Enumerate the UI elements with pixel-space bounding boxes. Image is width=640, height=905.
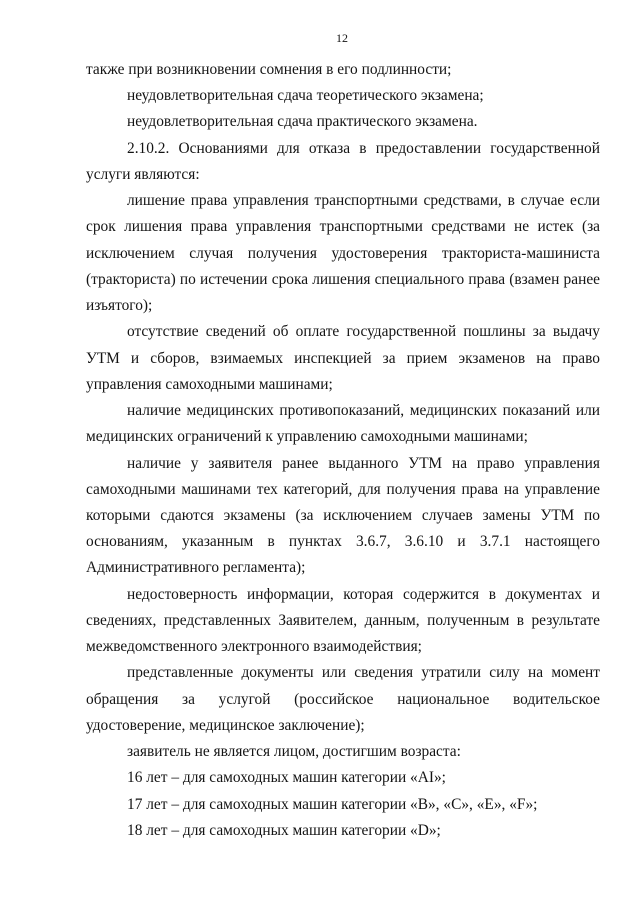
text-line: 18 лет – для самоходных машин категории «D»; bbox=[127, 821, 441, 839]
text-line: заявитель не является лицом, достигшим возраста: bbox=[127, 743, 461, 761]
paragraph bbox=[86, 136, 600, 188]
document-body bbox=[86, 57, 600, 844]
paragraph bbox=[86, 739, 600, 765]
text-line: наличие у заявителя ранее выданного УТМ на право управления bbox=[127, 454, 600, 472]
text-line: управления самоходными машинами; bbox=[86, 375, 333, 393]
text-line: сведениях, представленных Заявителем, данным, полученным в результате bbox=[86, 611, 600, 629]
text-line: представленные документы или сведения утратили силу на момент bbox=[127, 664, 600, 682]
text-line: 16 лет – для самоходных машин категории «AI»; bbox=[127, 769, 446, 787]
paragraph bbox=[86, 83, 600, 109]
text-line: срок лишения права управления транспортными средствами не истек (за bbox=[86, 218, 600, 236]
text-line: Административного регламента); bbox=[86, 559, 306, 577]
paragraph bbox=[86, 398, 600, 450]
text-line: 17 лет – для самоходных машин категории «B», «C», «E», «F»; bbox=[127, 795, 538, 813]
text-line: которыми сдаются экзамены (за исключением случаев замены УТМ по bbox=[86, 506, 600, 524]
text-line: недостоверность информации, которая содержится в документах и bbox=[127, 585, 600, 603]
page-number: 12 bbox=[336, 31, 348, 45]
text-line: изъятого); bbox=[86, 297, 153, 315]
text-line: также при возникновении сомнения в его подлинности; bbox=[86, 61, 452, 78]
text-line: (тракториста) по истечении срока лишения специального права (взамен ранее bbox=[86, 270, 600, 288]
text-line: неудовлетворительная сдача практического экзамена. bbox=[127, 113, 478, 131]
text-line: отсутствие сведений об оплате государственной пошлины за выдачу bbox=[127, 323, 600, 341]
paragraph bbox=[86, 582, 600, 661]
paragraph bbox=[86, 660, 600, 739]
text-line: наличие медицинских противопоказаний, медицинских показаний или bbox=[127, 402, 600, 420]
text-line: исключением случая получения удостоверения тракториста-машиниста bbox=[86, 244, 600, 262]
paragraph bbox=[86, 109, 600, 135]
text-line: неудовлетворительная сдача теоретического экзамена; bbox=[127, 87, 484, 105]
paragraph bbox=[86, 57, 600, 83]
paragraph bbox=[86, 319, 600, 398]
text-line: удостоверение, медицинское заключение); bbox=[86, 716, 365, 734]
text-line: услуги являются: bbox=[86, 165, 200, 183]
paragraph bbox=[86, 451, 600, 582]
text-line: УТМ и сборов, взимаемых инспекцией за прием экзаменов на право bbox=[86, 349, 600, 367]
text-line: межведомственного электронного взаимодействия; bbox=[86, 638, 422, 656]
text-line: основаниям, указанным в пунктах 3.6.7, 3.6.10 и 3.7.1 настоящего bbox=[86, 533, 600, 551]
text-line: лишение права управления транспортными средствами, в случае если bbox=[127, 192, 600, 210]
paragraph bbox=[86, 188, 600, 319]
text-line: 2.10.2. Основаниями для отказа в предоставлении государственной bbox=[127, 139, 600, 157]
paragraph bbox=[86, 818, 600, 844]
paragraph bbox=[86, 765, 600, 791]
text-line: обращения за услугой (российское национальное водительское bbox=[86, 690, 600, 708]
text-line: медицинских ограничений к управлению самоходными машинами; bbox=[86, 428, 528, 446]
paragraph bbox=[86, 792, 600, 818]
text-line: самоходными машинами тех категорий, для получения права на управление bbox=[86, 480, 600, 498]
